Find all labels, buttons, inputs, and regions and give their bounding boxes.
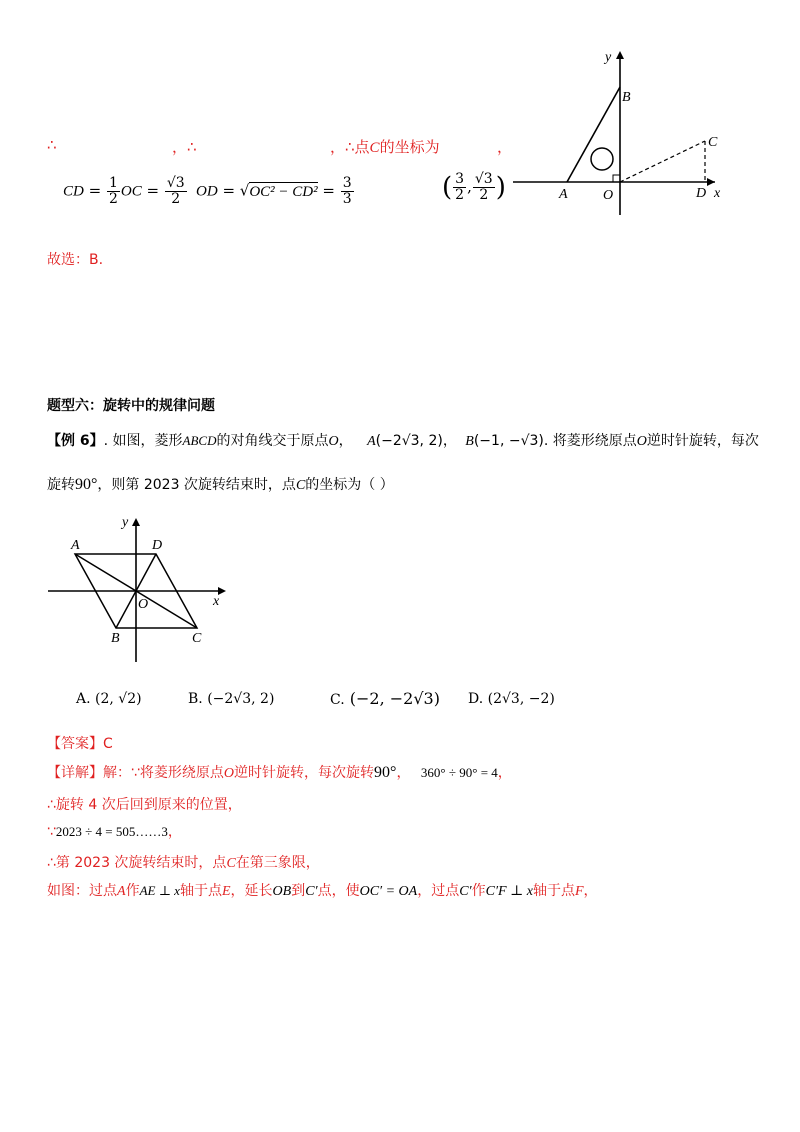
- example-line-1: 【例 6】. 如图，菱形ABCD的对角线交于原点O， A(−2√3, 2)， B(−1, −√3). 将菱形绕原点O逆时针旋转，每次: [47, 433, 759, 449]
- fig1-label-d: D: [696, 186, 707, 201]
- answer-line: 【答案】C: [47, 736, 113, 752]
- od-equation: OD = √OC² − CD² = $\frac{3}{3}$: [196, 175, 352, 207]
- comma: ，: [497, 138, 513, 156]
- fig2-label-y: y: [122, 515, 129, 530]
- therefore-symbol-2: ，∴: [172, 138, 197, 156]
- fig2-label-b: B: [111, 631, 120, 646]
- figure-rhombus: [45, 512, 235, 667]
- fig2-label-c: C: [192, 631, 202, 646]
- detail-line-4: ∴第 2023 次旋转结束时，点C在第三象限，: [47, 855, 320, 871]
- section-title: 题型六：旋转中的规律问题: [47, 398, 215, 414]
- figure-triangle-coordinate: [505, 45, 730, 220]
- fig1-label-a: A: [559, 187, 568, 202]
- fig2-label-o: O: [138, 597, 149, 612]
- c-coordinate: ( $\frac{3}{2}$ , $\frac{√3}{2}$ ): [442, 171, 506, 203]
- detail-line-1: 【详解】解：∵将菱形绕原点O逆时针旋转，每次旋转90°， 360° ÷ 90° = 4，: [47, 764, 512, 781]
- fig2-label-d: D: [152, 538, 163, 553]
- fig1-label-c: C: [708, 135, 718, 150]
- fig1-label-y: y: [605, 50, 612, 65]
- option-d[interactable]: D. (2√3, −2): [468, 691, 555, 707]
- detail-line-5: 如图：过点A作AE ⊥ x轴于点E，延长OB到C′点，使OC′ = OA，过点C′作C′F ⊥ x轴于点F，: [47, 883, 598, 899]
- therefore-symbol: ∴: [47, 136, 57, 154]
- coordinate-statement: ，∴点C的坐标为: [330, 138, 440, 156]
- answer-choice: 故选：B.: [47, 252, 104, 268]
- example-line-2: 旋转90°，则第 2023 次旋转结束时，点C的坐标为（ ）: [47, 476, 394, 493]
- fig1-label-x: x: [714, 186, 721, 201]
- fig2-label-x: x: [213, 594, 220, 609]
- detail-line-2: ∴旋转 4 次后回到原来的位置，: [47, 797, 242, 813]
- option-b[interactable]: B. (−2√3, 2): [188, 691, 275, 707]
- fig1-label-b: B: [622, 90, 631, 105]
- cd-equation: CD = $\frac{1}{2}$ OC = $\frac{√3}{2}$: [63, 175, 185, 207]
- option-c[interactable]: C. (−2, −2√3): [330, 689, 440, 708]
- fig2-label-a: A: [71, 538, 80, 553]
- fig1-label-o: O: [603, 188, 614, 203]
- detail-line-3: ∵2023 ÷ 4 = 505……3，: [47, 824, 182, 840]
- option-a[interactable]: A. (2, √2): [76, 691, 142, 707]
